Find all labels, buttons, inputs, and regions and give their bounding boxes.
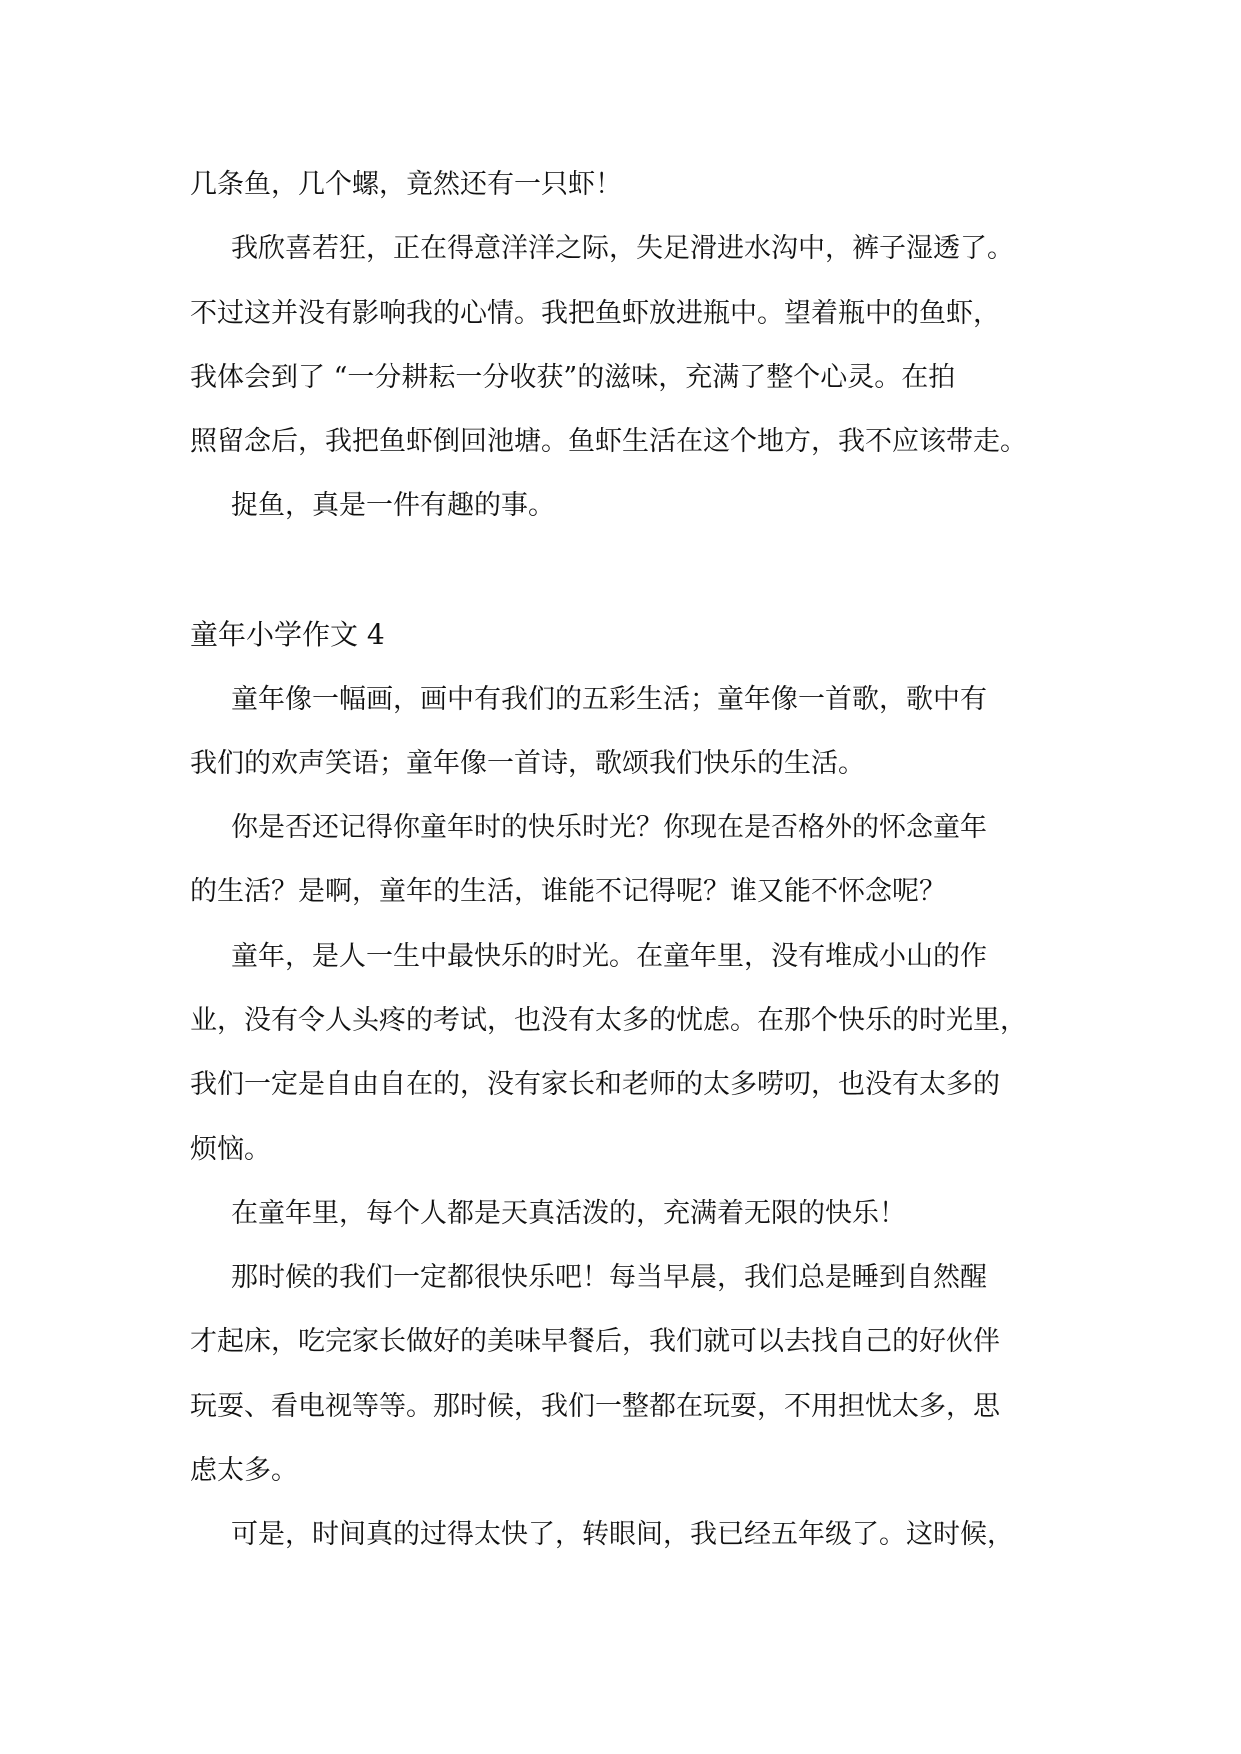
text-line: 的生活？是啊，童年的生活，谁能不记得呢？谁又能不怀念呢？ xyxy=(190,876,946,907)
text-line: 几条鱼，几个螺，竟然还有一只虾！ xyxy=(190,169,622,200)
text-line: 我们的欢声笑语；童年像一首诗，歌颂我们快乐的生活。 xyxy=(190,748,865,779)
paragraph-first-line: 我欣喜若狂，正在得意洋洋之际，失足滑进水沟中，裤子湿透了。 xyxy=(231,233,1014,264)
paragraph-first-line: 童年像一幅画，画中有我们的五彩生活；童年像一首歌，歌中有 xyxy=(231,684,987,715)
text-line: 我体会到了 “一分耕耘一分收获”的滋味，充满了整个心灵。在拍 xyxy=(190,362,956,393)
paragraph-first-line: 捉鱼，真是一件有趣的事。 xyxy=(231,490,555,521)
text-line: 业，没有令人头疼的考试，也没有太多的忧虑。在那个快乐的时光里， xyxy=(190,1005,1027,1036)
text-line: 照留念后，我把鱼虾倒回池塘。鱼虾生活在这个地方，我不应该带走。 xyxy=(190,426,1027,457)
text-line: 烦恼。 xyxy=(190,1134,271,1165)
paragraph-first-line: 在童年里，每个人都是天真活泼的，充满着无限的快乐！ xyxy=(231,1198,906,1229)
paragraph-first-line: 你是否还记得你童年时的快乐时光？你现在是否格外的怀念童年 xyxy=(231,812,987,843)
paragraph-first-line: 可是，时间真的过得太快了，转眼间，我已经五年级了。这时候， xyxy=(231,1519,1014,1550)
text-line: 我们一定是自由自在的，没有家长和老师的太多唠叨，也没有太多的 xyxy=(190,1069,1000,1100)
text-line: 才起床，吃完家长做好的美味早餐后，我们就可以去找自己的好伙伴 xyxy=(190,1326,1000,1357)
paragraph-first-line: 童年，是人一生中最快乐的时光。在童年里，没有堆成小山的作 xyxy=(231,941,987,972)
paragraph-first-line: 那时候的我们一定都很快乐吧！每当早晨，我们总是睡到自然醒 xyxy=(231,1262,987,1293)
text-line: 玩耍、看电视等等。那时候，我们一整都在玩耍，不用担忧太多，思 xyxy=(190,1391,1000,1422)
text-line: 不过这并没有影响我的心情。我把鱼虾放进瓶中。望着瓶中的鱼虾， xyxy=(190,298,1000,329)
text-line: 虑太多。 xyxy=(190,1455,298,1486)
section-title: 童年小学作文 4 xyxy=(190,618,385,651)
